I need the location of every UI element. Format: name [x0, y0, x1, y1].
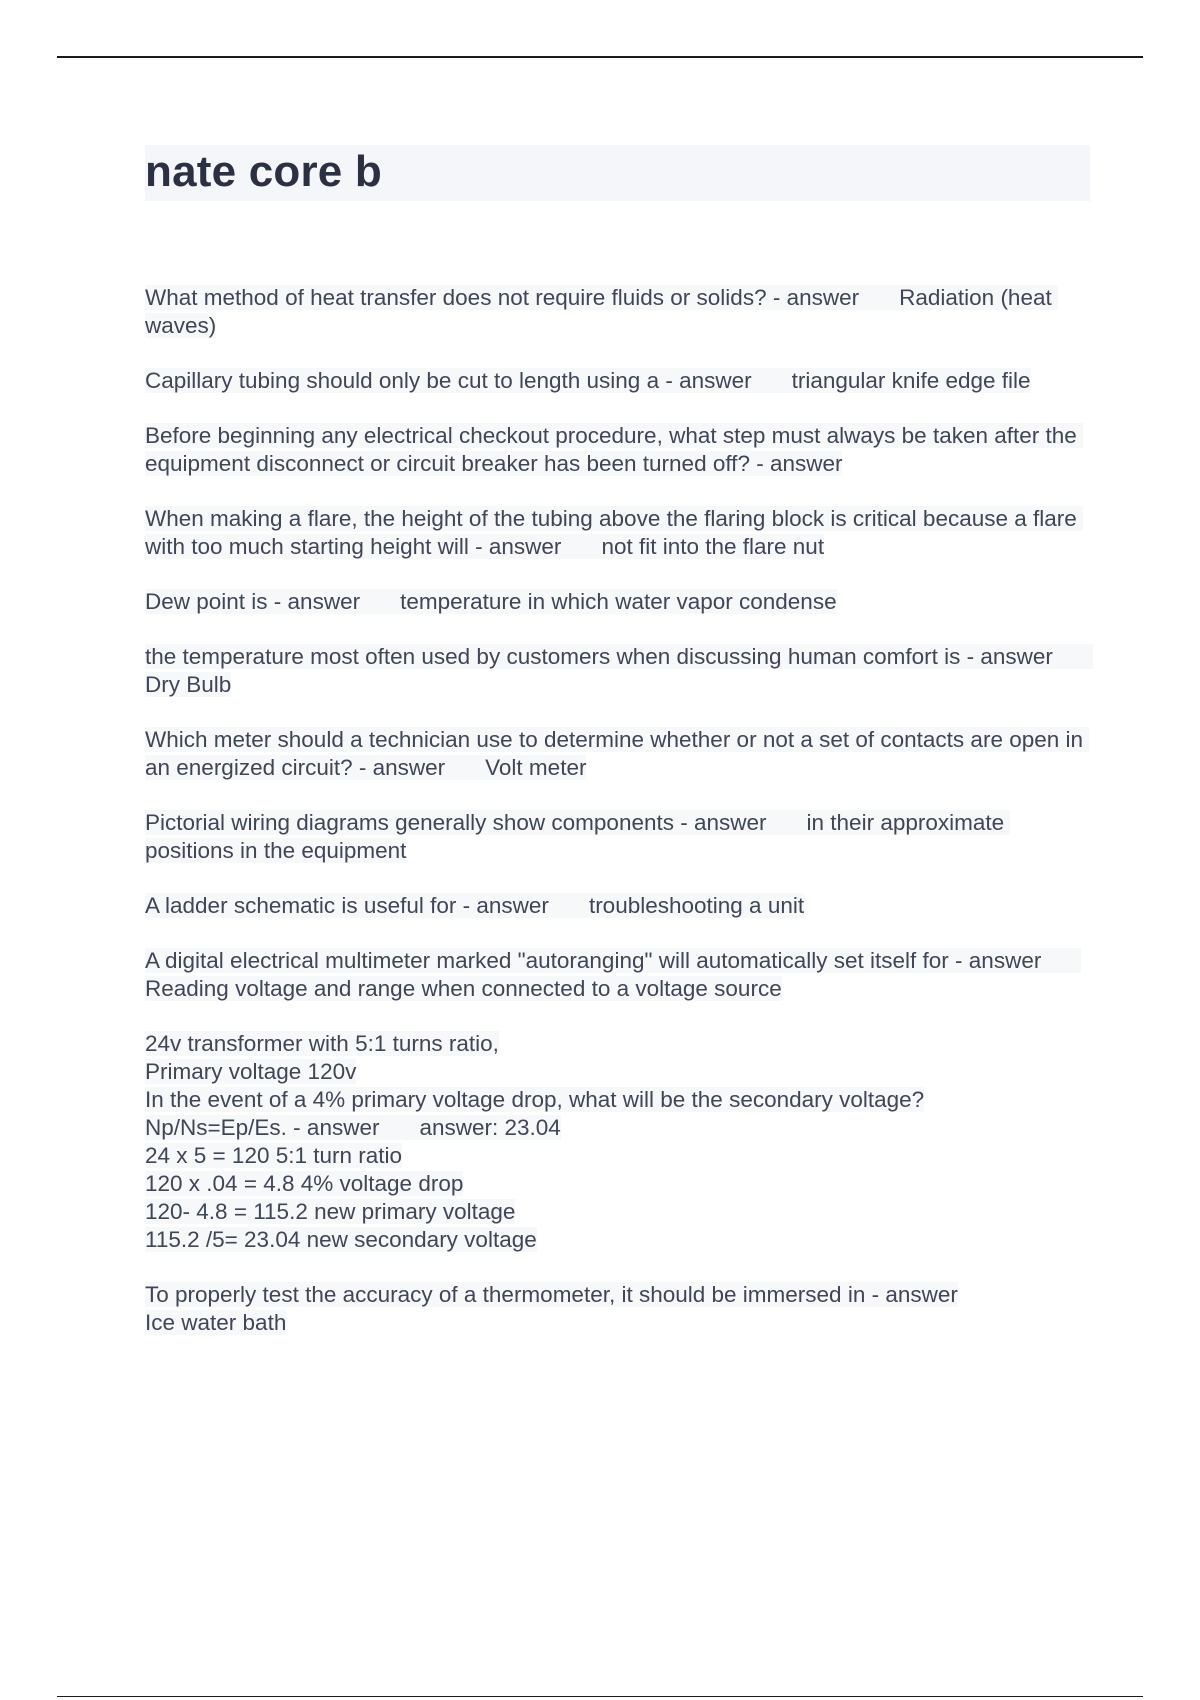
- answer-line: 120 x .04 = 4.8 4% voltage drop: [145, 1171, 464, 1196]
- answer-text: Volt meter: [485, 755, 587, 780]
- qa-item: [145, 726, 1095, 782]
- question-text: A ladder schematic is useful for - answer: [145, 893, 549, 918]
- answer-text: Ice water bath: [145, 1310, 287, 1335]
- question-line: Np/Ns=Ep/Es. - answer: [145, 1115, 380, 1140]
- answer-text: Reading voltage and range when connected to a voltage source: [145, 976, 782, 1001]
- bottom-rule: [57, 1696, 1143, 1697]
- question-text: Which meter should a technician use to determine whether or not a set of contacts are open in an energized circuit? - answer: [145, 727, 1090, 780]
- answer-text: temperature in which water vapor condense: [400, 589, 837, 614]
- question-text: When making a flare, the height of the tubing above the flaring block is critical because a flare with too much starting height will - answer: [145, 506, 1084, 559]
- question-text: Dew point is - answer: [145, 589, 361, 614]
- question-line: 24v transformer with 5:1 turns ratio,: [145, 1031, 499, 1056]
- answer-line: 24 x 5 = 120 5:1 turn ratio: [145, 1143, 403, 1168]
- question-text: A digital electrical multimeter marked "autoranging" will automatically set itself for - answer: [145, 948, 1042, 973]
- answer-text: in their approximate positions in the equipment: [145, 810, 1011, 863]
- qa-item: [145, 367, 1095, 395]
- qa-item: [145, 505, 1095, 561]
- top-rule: [57, 56, 1143, 58]
- answer-text: troubleshooting a unit: [588, 893, 805, 918]
- question-text: Before beginning any electrical checkout procedure, what step must always be taken after the equipment disconnect or circuit breaker has been turned off? - answer: [145, 423, 1084, 476]
- qa-item: [145, 284, 1095, 340]
- question-line: In the event of a 4% primary voltage drop, what will be the secondary voltage?: [145, 1087, 925, 1112]
- document-title: nate core b: [145, 147, 382, 196]
- answer-line: 120- 4.8 = 115.2 new primary voltage: [145, 1199, 516, 1224]
- qa-item: [145, 892, 1095, 920]
- qa-item: [145, 809, 1095, 865]
- answer-text: Radiation (heat waves): [145, 285, 1058, 338]
- qa-list: [145, 284, 1095, 1364]
- question-line: Primary voltage 120v: [145, 1059, 357, 1084]
- qa-item-thermometer: [145, 1281, 1095, 1337]
- question-text: the temperature most often used by customers when discussing human comfort is - answer: [145, 644, 1053, 669]
- question-text: Capillary tubing should only be cut to length using a - answer: [145, 368, 752, 393]
- question-text: What method of heat transfer does not require fluids or solids? - answer: [145, 285, 860, 310]
- qa-item-transformer: [145, 1030, 1095, 1254]
- answer-text: answer: 23.04: [419, 1115, 561, 1140]
- qa-item: [145, 588, 1095, 616]
- answer-text: triangular knife edge file: [791, 368, 1031, 393]
- answer-text: not fit into the flare nut: [601, 534, 825, 559]
- qa-item: [145, 947, 1095, 1003]
- answer-text: Dry Bulb: [145, 672, 232, 697]
- qa-item: [145, 422, 1095, 478]
- question-text: Pictorial wiring diagrams generally show components - answer: [145, 810, 767, 835]
- answer-line: 115.2 /5= 23.04 new secondary voltage: [145, 1227, 537, 1252]
- question-text: To properly test the accuracy of a thermometer, it should be immersed in - answer: [145, 1282, 958, 1307]
- qa-item: [145, 643, 1095, 699]
